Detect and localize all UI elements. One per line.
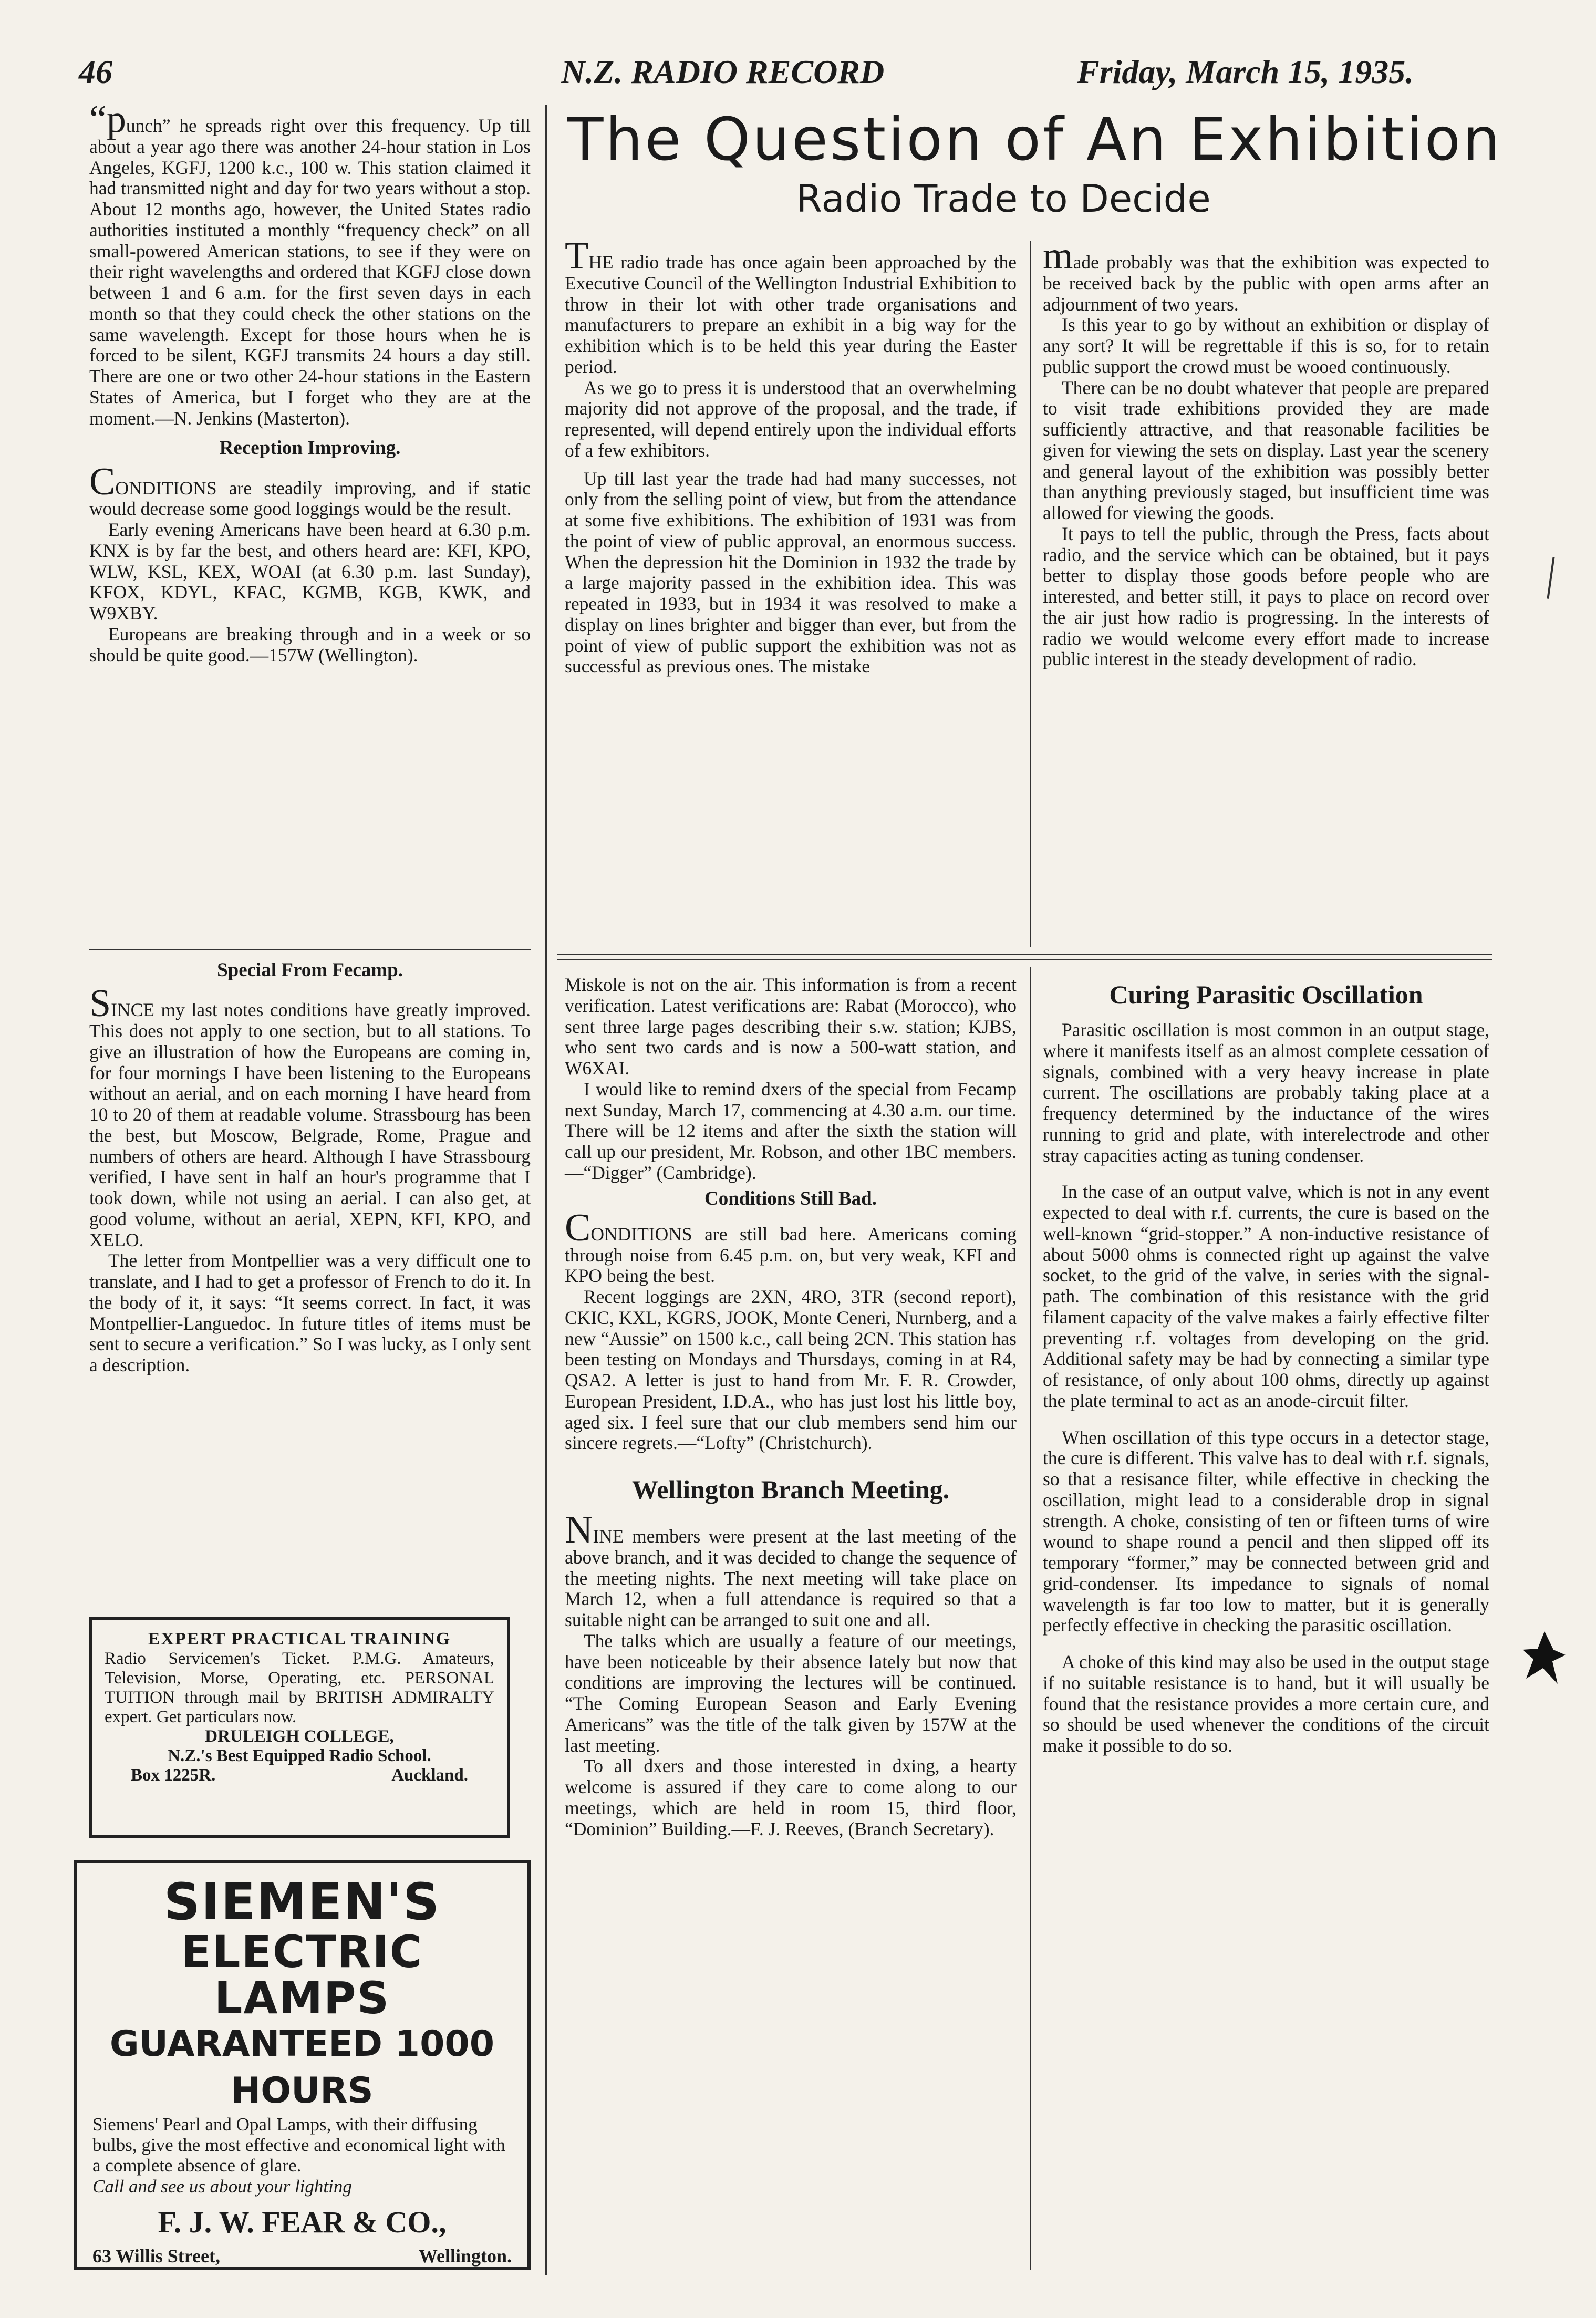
conditions-paragraph: Recent loggings are 2XN, 4RO, 3TR (second report), CKIC, KXL, KGRS, JOOK, Monte Ceneri, Nurnberg, and a new “Aussie” on 1500 k.c., call being 2CN. This station has been testing on Mondays and Thursdays, coming in at R4, QSA2. A letter is just to hand from Mr. F. R. Crowder, European President, I.D.A., who has just lost his little boy, aged six. I feel sure that our club members send him our sincere regrets.—“Lofty” (Christchurch).: [565, 1286, 1017, 1454]
call-to-action: Call and see us about your lighting: [92, 2176, 352, 2197]
ad-body: Radio Servicemen's Ticket. P.M.G. Amateurs, Television, Morse, Operating, etc. PERSONAL TUITION through mail by BRITISH ADMIRALTY expert. Get particulars now.: [105, 1649, 494, 1726]
right-column: [1043, 980, 1489, 1756]
siemens-advertisement: [74, 1860, 531, 2270]
left-column: [89, 98, 531, 666]
college-city: Auckland.: [391, 1765, 468, 1785]
left-column-fecamp: [89, 959, 531, 1376]
wellington-branch-heading: Wellington Branch Meeting.: [631, 1475, 950, 1505]
section-rule: [557, 954, 1492, 955]
exhibition-paragraph: Up till last year the trade had had many successes, not only from the selling point of view, but from the attendance at some five exhibitions. The exhibition of 1931 was from the point of view of public approval, an enormous success. When the depression hit the Dominion in 1932 the trade by a large majority passed in the exhibition idea. This was repeated in 1933, but in 1934 it was resolved to make a display on lines brighter and bigger than ever, but from the point of view of public support the exhibition was not as successful as previous ones. The mistake: [565, 468, 1017, 677]
oscillation-paragraph: Parasitic oscillation is most common in an output stage, where it manifests itself as an almost complete cessation of signals, combined with a very heavy increase in plate current. The oscillations are probably taking place at a frequency determined by the inductance of the wires running to grid and plate, with interelectrode and other stray capacities acting as tuning condenser.: [1043, 1019, 1489, 1166]
middle-column: [565, 975, 1017, 1839]
oscillation-paragraph: When oscillation of this type occurs in a detector stage, the cure is different. This valve has to deal with r.f. signals, so that a resisance filter, while effective in checking the oscillation, might lead to a considerable drop in signal strength. A choke, consisting of ten or fifteen turns of wire wound to shape round a pencil and then slipped off its temporary “former,” may be connected between grid and grid-condenser. Its impedance to signals of nomal wavelength is far too low to matter, but it is generally perfectly effective in checking the parasitic oscillation.: [1043, 1426, 1489, 1636]
reception-paragraph: Early evening Americans have been heard at 6.30 p.m. KNX is by far the best, and others heard are: KFI, KPO, WLW, KSL, KEX, WOAI (at 6.30 p.m. last Sunday), KFOX, KDYL, KFAC, KGMB, KGB, KWK, and W9XBY.: [89, 519, 531, 624]
exhibition-paragraph: As we go to press it is understood that an overwhelming majority did not approve of the proposal, and the trade, if represented, will depend entirely upon the individual efforts of a few exhibitors.: [565, 377, 1017, 461]
special-from-fecamp-heading: Special From Fecamp.: [217, 959, 403, 981]
wellington-paragraph: NINE members were present at the last meeting of the above branch, and it was decided to change the sequence of the meeting nights. The next meeting will take place on March 12, when a full attendance is required so that a suitable night can be arranged to suit one and all.: [565, 1508, 1017, 1631]
miskole-paragraph: Miskole is not on the air. This information is from a recent verification. Latest verifications are: Rabat (Morocco), who sent three large pages describing their s.w. station; KJBS, who sent two cards and is now a 500-watt station, and W6XAI.: [565, 974, 1017, 1079]
issue-date: Friday, March 15, 1935.: [1077, 53, 1414, 90]
article-title: The Question of An Exhibition: [567, 106, 1502, 174]
reception-paragraph: Europeans are breaking through and in a week or so should be quite good.—157W (Wellington).: [89, 623, 531, 666]
exhibition-paragraph: There can be no doubt whatever that people are prepared to visit trade exhibitions provided they are made sufficiently attractive, and that reasonable facilities be given for viewing the sets on display. Last year the scenery and general layout of the exhibition was possibly better than anything previously staged, but insufficient time was allowed for viewing the goods.: [1043, 377, 1489, 523]
section-rule: [557, 959, 1492, 960]
column-rule: [1030, 241, 1031, 947]
exhibition-column-2: [1043, 234, 1489, 670]
column-rule: [1030, 967, 1031, 2270]
publication-name: N.Z. RADIO RECORD: [561, 53, 885, 90]
training-advertisement: [89, 1617, 510, 1838]
wellington-paragraph: To all dxers and those interested in dxing, a hearty welcome is assured if they care to come along to our meetings, which are held in room 15, third floor, “Dominion” Building.—F. J. Reeves, (Branch Secretary).: [565, 1755, 1017, 1839]
company-name: F. J. W. FEAR & CO.,: [158, 2205, 447, 2239]
ad-headline: EXPERT PRACTICAL TRAINING: [148, 1629, 451, 1649]
ad-body: Siemens' Pearl and Opal Lamps, with their diffusing bulbs, give the most effective and economical light with a complete absence of glare.: [92, 2114, 505, 2176]
exhibition-column-1: [565, 234, 1017, 677]
column-rule: [545, 105, 547, 2275]
exhibition-paragraph: made probably was that the exhibition was expected to be received back by the public with open arms after an adjournment of two years.: [1043, 234, 1489, 315]
exhibition-paragraph: THE radio trade has once again been approached by the Executive Council of the Wellington Industrial Exhibition to throw in their lot with other trade organisations and manufacturers to prepare an exhibit in a big way for the exhibition which is to be held this year during the Easter period.: [565, 234, 1017, 377]
company-street: 63 Willis Street,: [92, 2245, 220, 2267]
guarantee-line: GUARANTEED 1000 HOURS: [109, 2023, 495, 2112]
margin-tick-mark: [1547, 557, 1554, 599]
conditions-paragraph: CONDITIONS are still bad here. Americans coming through noise from 6.45 p.m. on, but very weak, KFI and KPO being the best.: [565, 1206, 1017, 1287]
exhibition-paragraph: It pays to tell the public, through the Press, facts about radio, and the service which can be obtained, but it pays better to display those goods before people who are interested, and better still, it pays to place on record over the air just how radio is progressing. In the interests of radio we would welcome every effort made to increase public interest in the steady development of radio.: [1043, 523, 1489, 670]
wellington-paragraph: The talks which are usually a feature of our meetings, have been noticeable by their absence lately but now that conditions are improving the lectures will be continued. “The Coming European Season and Early Evening Americans” was the title of the talk given by 157W at the last meeting.: [565, 1630, 1017, 1756]
curing-oscillation-heading: Curing Parasitic Oscillation: [1109, 980, 1423, 1009]
company-city: Wellington.: [418, 2245, 512, 2267]
reception-improving-heading: Reception Improving.: [219, 437, 401, 459]
college-tagline: N.Z.'s Best Equipped Radio School.: [168, 1746, 431, 1765]
article-subtitle: Radio Trade to Decide: [796, 177, 1211, 221]
college-name: DRULEIGH COLLEGE,: [205, 1726, 394, 1746]
fecamp-paragraph: SINCE my last notes conditions have greatly improved. This does not apply to one section, but to all stations. To give an illustration of how the Europeans are coming in, for four mornings I have been listening to the Europeans without an aerial, and on each morning I have heard from 10 to 20 of them at readable volume. Strassbourg has been the best, but Moscow, Belgrade, Rome, Prague and numbers of others are heard. Although I have Strassbourg verified, I have sent in half an hour's programme that I took down, while not using an aerial. I can also get, at good volume, without an aerial, XEPN, KFI, KPO, and XELO.: [89, 982, 531, 1250]
brand-name: SIEMEN'S: [163, 1872, 441, 1931]
college-box: Box 1225R.: [131, 1765, 216, 1785]
miskole-paragraph: I would like to remind dxers of the special from Fecamp next Sunday, March 17, commencing at 4.30 a.m. our time. There will be 12 items and after the sixth the station will call up our president, Mr. Robson, and other 1BC members.—“Digger” (Cambridge).: [565, 1078, 1017, 1183]
oscillation-paragraph: In the case of an output valve, which is not in any event expected to deal with r.f. currents, the cure is based on the well-known “grid-stopper.” A non-inductive resistance of about 5000 ohms is connected right up against the valve socket, to the grid of the valve, in series with the signal-path. The combination of this resistance with the grid filament capacity of the valve makes a fairly effective filter preventing r.f. voltages from developing on the grid. Additional safety may be had by connecting a similar type of resistance, of only about 100 ohms, directly up against the plate terminal to act as an anode-circuit filter.: [1043, 1181, 1489, 1411]
conditions-still-bad-heading: Conditions Still Bad.: [704, 1187, 877, 1209]
reception-paragraph: CONDITIONS are steadily improving, and if static would decrease some good loggings would be the result.: [89, 460, 531, 520]
product-name: ELECTRIC LAMPS: [181, 1926, 423, 2024]
kgfj-paragraph: “punch” he spreads right over this frequency. Up till about a year ago there was another 24-hour station in Los Angeles, KGFJ, 1200 k.c., 100 w. This station claimed it had transmitted night and day for two years without a stop. About 12 months ago, however, the United States radio authorities instituted a monthly “frequency check” on all small-powered American stations, to see if they were on their right wavelengths and ordered that KGFJ close down between 1 and 6 a.m. for the first seven days in each month so that they could check the other stations on the same wavelength. Except for those hours when he is forced to be silent, KGFJ transmits 24 hours a day still. There are one or two other 24-hour stations in the Eastern States of America, but I forget who they are at the moment.—N. Jenkins (Masterton).: [89, 98, 531, 429]
margin-ink-mark: [1521, 1629, 1568, 1697]
oscillation-paragraph: A choke of this kind may also be used in the output stage if no suitable resistance is to hand, but it will usually be found that the resistance provides a more certain cure, and so should be used whenever the conditions of the circuit make it possible to do so.: [1043, 1651, 1489, 1756]
exhibition-paragraph: Is this year to go by without an exhibition or display of any sort? It will be regrettable if this is so, for to retain public support the crowd must be wooed continuously.: [1043, 314, 1489, 377]
page-number: 46: [79, 53, 112, 90]
column-divider: [89, 949, 531, 950]
fecamp-paragraph: The letter from Montpellier was a very difficult one to translate, and I had to get a professor of French to do it. In the body of it, it says: “It seems correct. In fact, it was Montpellier-Languedoc. In future titles of items must be sent to secure a verification.” So I was lucky, as I only sent a description.: [89, 1250, 531, 1376]
